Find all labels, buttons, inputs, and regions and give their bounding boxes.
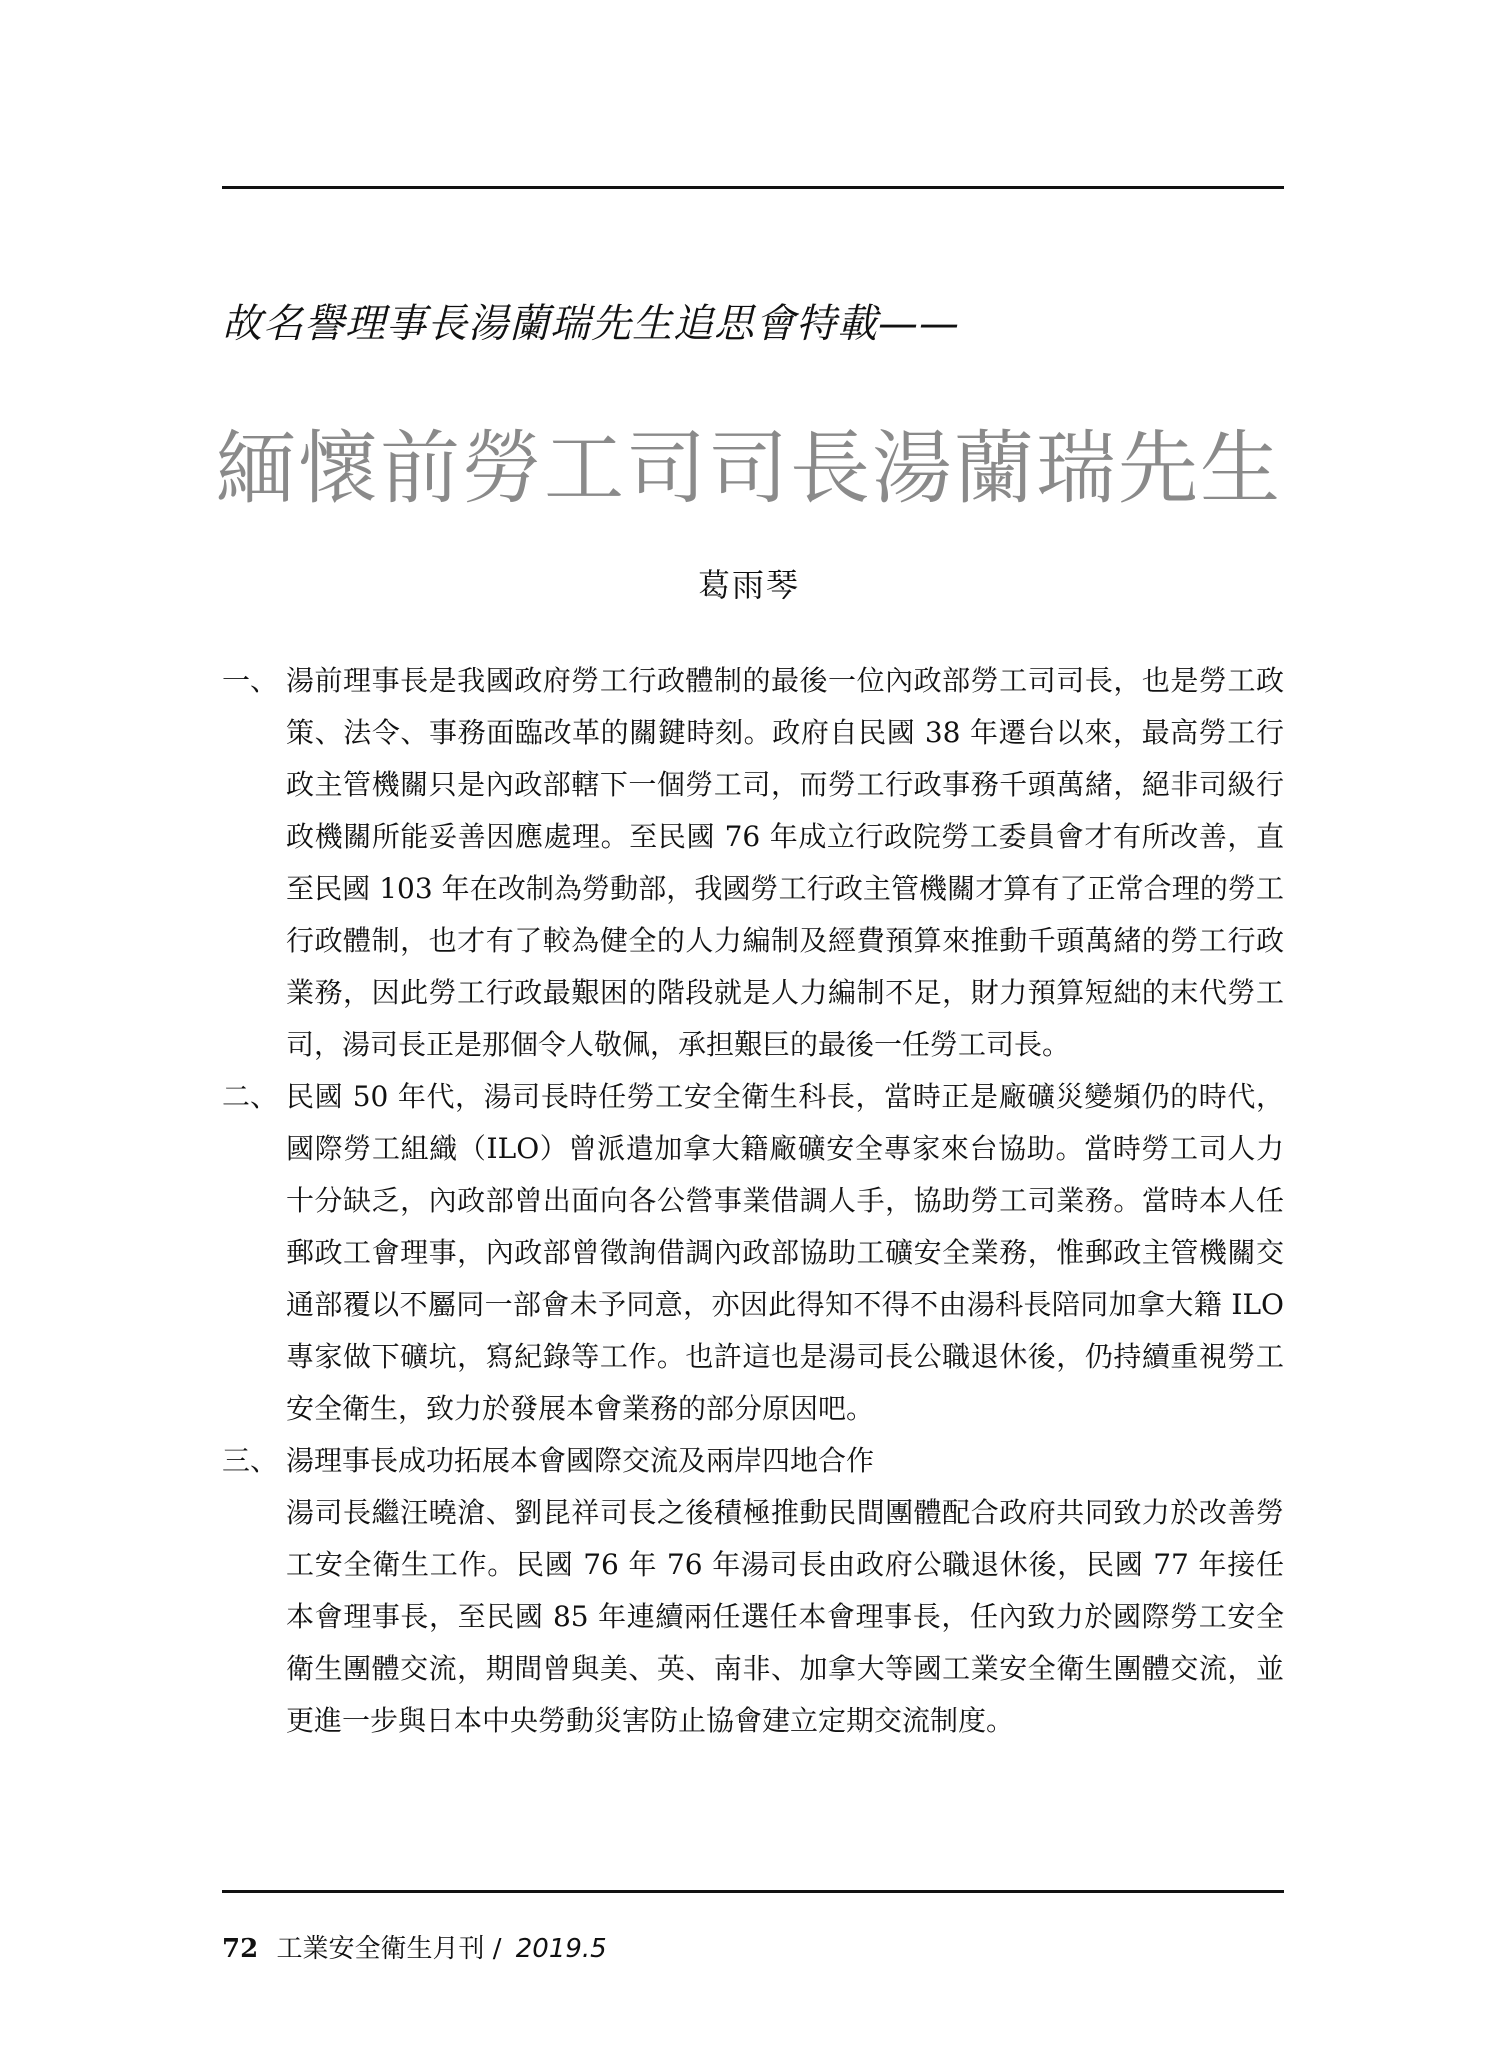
paragraph: 湯司長繼汪曉滄、劉昆祥司長之後積極推動民間團體配合政府共同致力於改善勞工安全衛生工作。民國 76 年 76 年湯司長由政府公職退休後，民國 77 年接任本會理事長，至民國 85 年連續兩任選任本會理事長，任內致力於國際勞工安全衛生團體交流，期間曾與美、英、南非、加拿大等國工業安全衛生團體交流，並更進一步與日本中央勞動災害防止協會建立定期交流制度。 [286,1496,1284,1737]
section-3 [222,1435,1284,1747]
paragraph: 湯前理事長是我國政府勞工行政體制的最後一位內政部勞工司司長，也是勞工政策、法令、事務面臨改革的關鍵時刻。政府自民國 38 年遷台以來，最高勞工行政主管機關只是內政部轄下一個勞工司，而勞工行政事務千頭萬緒，絕非司級行政機關所能妥善因應處理。至民國 76 年成立行政院勞工委員會才有所改善，直至民國 103 年在改制為勞動部，我國勞工行政主管機關才算有了正常合理的勞工行政體制，也才有了較為健全的人力編制及經費預算來推動千頭萬緒的勞工行政業務，因此勞工行政最艱困的階段就是人力編制不足，財力預算短絀的末代勞工司，湯司長正是那個令人敬佩，承担艱巨的最後一任勞工司長。 [286,664,1284,1061]
page-footer [222,1928,607,1965]
top-rule [222,186,1284,189]
section-number: 二、 [222,1080,279,1113]
section-1 [222,655,1284,1071]
paragraph: 民國 50 年代，湯司長時任勞工安全衛生科長，當時正是廠礦災變頻仍的時代，國際勞工組織（ILO）曾派遣加拿大籍廠礦安全專家來台協助。當時勞工司人力十分缺乏，內政部曾出面向各公營事業借調人手，協助勞工司業務。當時本人任郵政工會理事，內政部曾徵詢借調內政部協助工礦安全業務，惟郵政主管機關交通部覆以不屬同一部會未予同意，亦因此得知不得不由湯科長陪同加拿大籍 ILO 專家做下礦坑，寫紀錄等工作。也許這也是湯司長公職退休後，仍持續重視勞工安全衛生，致力於發展本會業務的部分原因吧。 [286,1080,1284,1425]
article-series-subtitle: 故名譽理事長湯蘭瑞先生追思會特載—— [222,301,960,347]
issue-date: 2019.5 [515,1934,607,1964]
bottom-rule [222,1890,1284,1893]
page-number: 72 [222,1934,259,1964]
author-name: 葛雨琴 [697,566,800,604]
section-number: 一、 [222,664,279,697]
journal-name: 工業安全衛生月刊 / [276,1934,502,1964]
article-body [222,655,1284,1747]
section-heading: 湯理事長成功拓展本會國際交流及兩岸四地合作 [286,1444,875,1477]
section-2 [222,1071,1284,1435]
section-number: 三、 [222,1444,279,1477]
article-title: 緬懷前勞工司司長湯蘭瑞先生 [216,422,1282,515]
